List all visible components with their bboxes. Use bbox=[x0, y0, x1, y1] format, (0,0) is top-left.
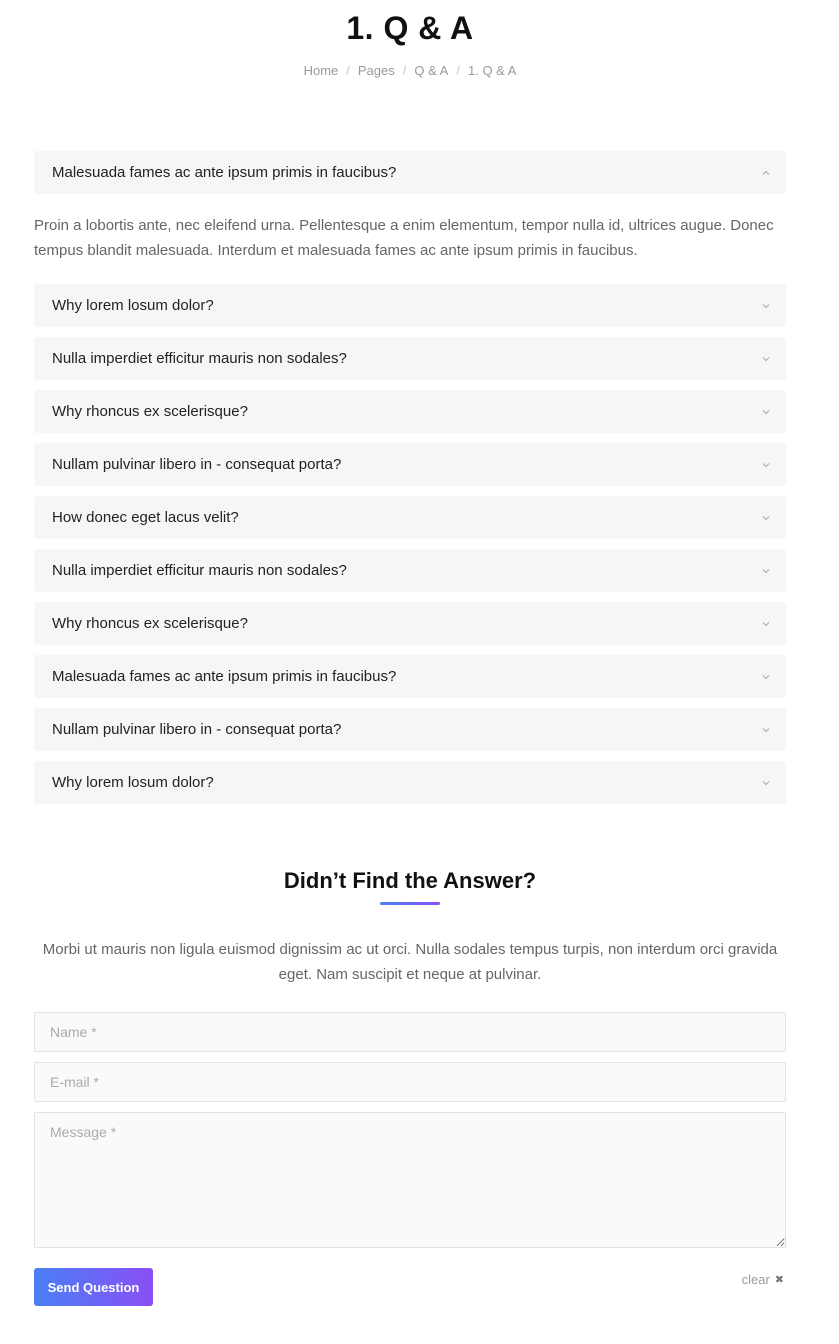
chevron-down-icon bbox=[762, 620, 770, 628]
chevron-up-icon bbox=[762, 169, 770, 177]
chevron-down-icon bbox=[762, 673, 770, 681]
breadcrumb-current: 1. Q & A bbox=[467, 63, 517, 78]
chevron-down-icon bbox=[762, 461, 770, 469]
faq-item[interactable] bbox=[34, 549, 786, 592]
breadcrumb-qa[interactable]: Q & A bbox=[414, 63, 449, 78]
faq-question: Malesuada fames ac ante ipsum primis in faucibus? bbox=[52, 164, 397, 181]
faq-question: How donec eget lacus velit? bbox=[52, 509, 239, 526]
breadcrumb-pages[interactable]: Pages bbox=[357, 63, 395, 78]
name-field[interactable] bbox=[34, 1012, 786, 1052]
chevron-down-icon bbox=[762, 355, 770, 363]
faq-item[interactable] bbox=[34, 602, 786, 645]
faq-question: Malesuada fames ac ante ipsum primis in faucibus? bbox=[52, 668, 397, 685]
chevron-down-icon bbox=[762, 408, 770, 416]
faq-question: Nulla imperdiet efficitur mauris non sodales? bbox=[52, 350, 347, 367]
faq-accordion bbox=[34, 151, 786, 814]
chevron-down-icon bbox=[762, 726, 770, 734]
chevron-down-icon bbox=[762, 302, 770, 310]
faq-item-open[interactable] bbox=[34, 151, 786, 194]
clear-button[interactable] bbox=[742, 1272, 784, 1287]
send-question-button[interactable]: Send Question bbox=[34, 1268, 153, 1306]
page-title: 1. Q & A bbox=[346, 10, 474, 46]
contact-description: Morbi ut mauris non ligula euismod dignissim ac ut orci. Nulla sodales tempus turpis, non interdum orci gravida eget. Nam suscipit et neque at pulvinar. bbox=[42, 941, 778, 983]
faq-item[interactable] bbox=[34, 496, 786, 539]
faq-question: Nullam pulvinar libero in - consequat porta? bbox=[52, 721, 342, 738]
breadcrumb-separator: / bbox=[346, 63, 350, 78]
email-field[interactable] bbox=[34, 1062, 786, 1102]
faq-item[interactable] bbox=[34, 708, 786, 751]
faq-item[interactable] bbox=[34, 390, 786, 433]
breadcrumb-separator: / bbox=[402, 63, 407, 78]
faq-answer: Proin a lobortis ante, nec eleifend urna. Pellentesque a enim elementum, tempor nulla id, ultrices augue. Donec tempus blandit malesuada. Interdum et malesuada fames ac ante ipsum primis in faucibus. bbox=[34, 217, 774, 259]
breadcrumb bbox=[34, 62, 786, 80]
faq-question: Nullam pulvinar libero in - consequat porta? bbox=[52, 456, 342, 473]
chevron-down-icon bbox=[762, 779, 770, 787]
chevron-down-icon bbox=[762, 567, 770, 575]
faq-item[interactable] bbox=[34, 655, 786, 698]
message-field[interactable] bbox=[34, 1112, 786, 1248]
close-icon: ✖ bbox=[774, 1274, 784, 1286]
faq-item[interactable] bbox=[34, 284, 786, 327]
faq-question: Why rhoncus ex scelerisque? bbox=[52, 615, 248, 632]
breadcrumb-home[interactable]: Home bbox=[303, 63, 339, 78]
clear-label: clear bbox=[741, 1272, 770, 1287]
breadcrumb-separator: / bbox=[456, 63, 460, 78]
faq-question: Why rhoncus ex scelerisque? bbox=[52, 403, 248, 420]
chevron-down-icon bbox=[762, 514, 770, 522]
faq-item[interactable] bbox=[34, 443, 786, 486]
faq-question: Why lorem losum dolor? bbox=[52, 774, 214, 791]
title-underline bbox=[380, 902, 440, 905]
contact-title: Didn’t Find the Answer? bbox=[283, 868, 537, 893]
faq-item[interactable] bbox=[34, 761, 786, 804]
faq-question: Nulla imperdiet efficitur mauris non sodales? bbox=[52, 562, 347, 579]
faq-question: Why lorem losum dolor? bbox=[52, 297, 214, 314]
faq-item[interactable] bbox=[34, 337, 786, 380]
